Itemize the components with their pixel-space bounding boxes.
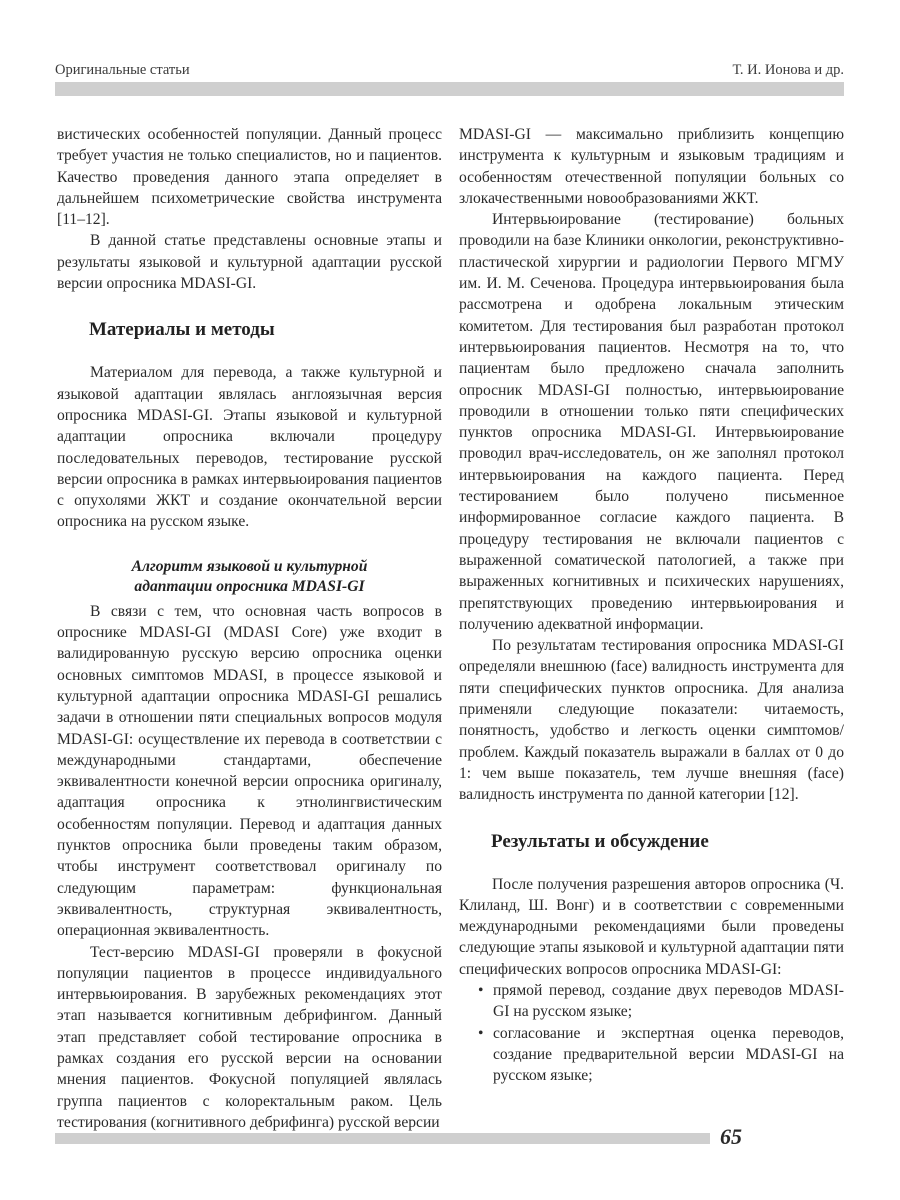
header-rule: [55, 82, 844, 96]
subsection-heading-line: адаптации опросника MDASI-GI: [134, 577, 365, 595]
list-item: [459, 1023, 844, 1087]
paragraph: Интервьюирование (тестирование) больных проводили на базе Клиники онкологии, реконструктивно-пластической хирургии и радиологии Первого МГМУ им. И. М. Сеченова. Процедура интервьюирования была рассмотрена и одобрена локальным этическим комитетом. Для тестирования был разработан протокол интервьюирования пациентов. Несмотря на то, что пациентам было предложено сначала заполнить опросник MDASI-GI полностью, интервьюирование проводили в отношении только пяти специфических пунктов опросника MDASI-GI. Интервьюирование проводил врач-исследователь, он же заполнял протокол интервьюирования на каждого пациента. Перед тестированием было получено письменное информированное согласие каждого пациента. В процедуру тестирования не включали пациентов с выраженной соматической патологией, а также при выраженных когнитивных и психических нарушениях, препятствующих проведению интервьюирования и получению адекватной информации.: [459, 211, 844, 633]
paragraph: После получения разрешения авторов опросника (Ч. Клиланд, Ш. Вонг) и в соответствии с современными международными рекомендациями были проведены следующие этапы языковой и культурной адаптации пяти специфических вопросов опросника MDASI-GI:: [459, 875, 844, 978]
paragraph: Материалом для перевода, а также культурной и языковой адаптации являлась англоязычная версия опросника MDASI-GI. Этапы языковой и культурной адаптации опросника включали процедуру последовательных переводов, тестирование русской версии опросника в рамках интервьюирования пациентов с опухолями ЖКТ и создание окончательной версии опросника на русском языке.: [57, 364, 442, 531]
bullet-icon: •: [478, 981, 484, 999]
paragraph: MDASI-GI — максимально приблизить концепцию инструмента к культурным и языковым традициям и особенностям отечественной популяции больных со злокачественными новообразованиями ЖКТ.: [459, 126, 844, 207]
list-item-text: согласование и экспертная оценка переводов, создание предварительной версии MDASI-GI на русском языке;: [493, 1024, 844, 1085]
bullet-icon: •: [478, 1024, 484, 1042]
list-item: [459, 980, 844, 1023]
header-section-title: Оригинальные статьи: [55, 62, 190, 78]
footer-rule: [55, 1133, 710, 1144]
subsection-heading-line: Алгоритм языковой и культурной: [131, 557, 368, 575]
right-column: [459, 124, 844, 1086]
section-heading-methods: Материалы и методы: [89, 319, 275, 341]
list-item-text: прямой перевод, создание двух переводов MDASI-GI на русском языке;: [493, 981, 844, 1021]
header-authors: Т. И. Ионова и др.: [732, 62, 844, 78]
paragraph: Тест-версию MDASI-GI проверяли в фокусной популяции пациентов в процессе индивидуального интервьюирования. В зарубежных рекомендациях этот этап называется когнитивным дебрифингом. Данный этап представляет собой тестирование опросника в рамках создания его русской версии на основании мнения пациентов. Фокусной популяцией являлась группа пациентов с колоректальным раком. Цель тестирования (когнитивного дебрифинга) русской версии: [57, 943, 442, 1131]
paragraph: вистических особенностей популяции. Данный процесс требует участия не только специалистов, но и пациентов. Качество проведения данного этапа определяет в дальнейшем психометрические свойства инструмента [11–12].: [57, 126, 442, 229]
section-heading-results: Результаты и обсуждение: [491, 830, 709, 852]
running-header: [55, 62, 844, 79]
paragraph: В связи с тем, что основная часть вопросов в опроснике MDASI-GI (MDASI Core) уже входит в валидированную русскую версию опросника оценки основных симптомов MDASI, в процессе языковой и культурной адаптации опросника MDASI-GI решались задачи в отношении пяти специальных вопросов модуля MDASI-GI: осуществление их перевода в соответствии с международными стандартами, обеспечение эквивалентности конечной версии опросника оригиналу, адаптация опросника к этнолингвистическим особенностям популяции. Перевод и адаптация данных пунктов опросника были проведены таким образом, чтобы инструмент соответствовал оригиналу по следующим параметрам: функциональная эквивалентность, структурная эквивалентность, операционная эквивалентность.: [57, 602, 442, 940]
bullet-list: [459, 980, 844, 1086]
left-column: [57, 124, 442, 1133]
paragraph: В данной статье представлены основные этапы и результаты языковой и культурной адаптации русской версии опросника MDASI-GI.: [57, 232, 442, 293]
paragraph: По результатам тестирования опросника MDASI-GI определяли внешнюю (face) валидность инструмента для пяти специфических пунктов опросника. Для анализа применяли следующие показатели: читаемость, понятность, удобство и легкость оценки симптомов/проблем. Каждый показатель выражали в баллах от 0 до 1: чем выше показатель, тем лучше внешняя (face) валидность инструмента по данной категории [12].: [459, 637, 844, 804]
page-number: 65: [720, 1124, 742, 1149]
subsection-heading-algorithm: [57, 557, 442, 597]
